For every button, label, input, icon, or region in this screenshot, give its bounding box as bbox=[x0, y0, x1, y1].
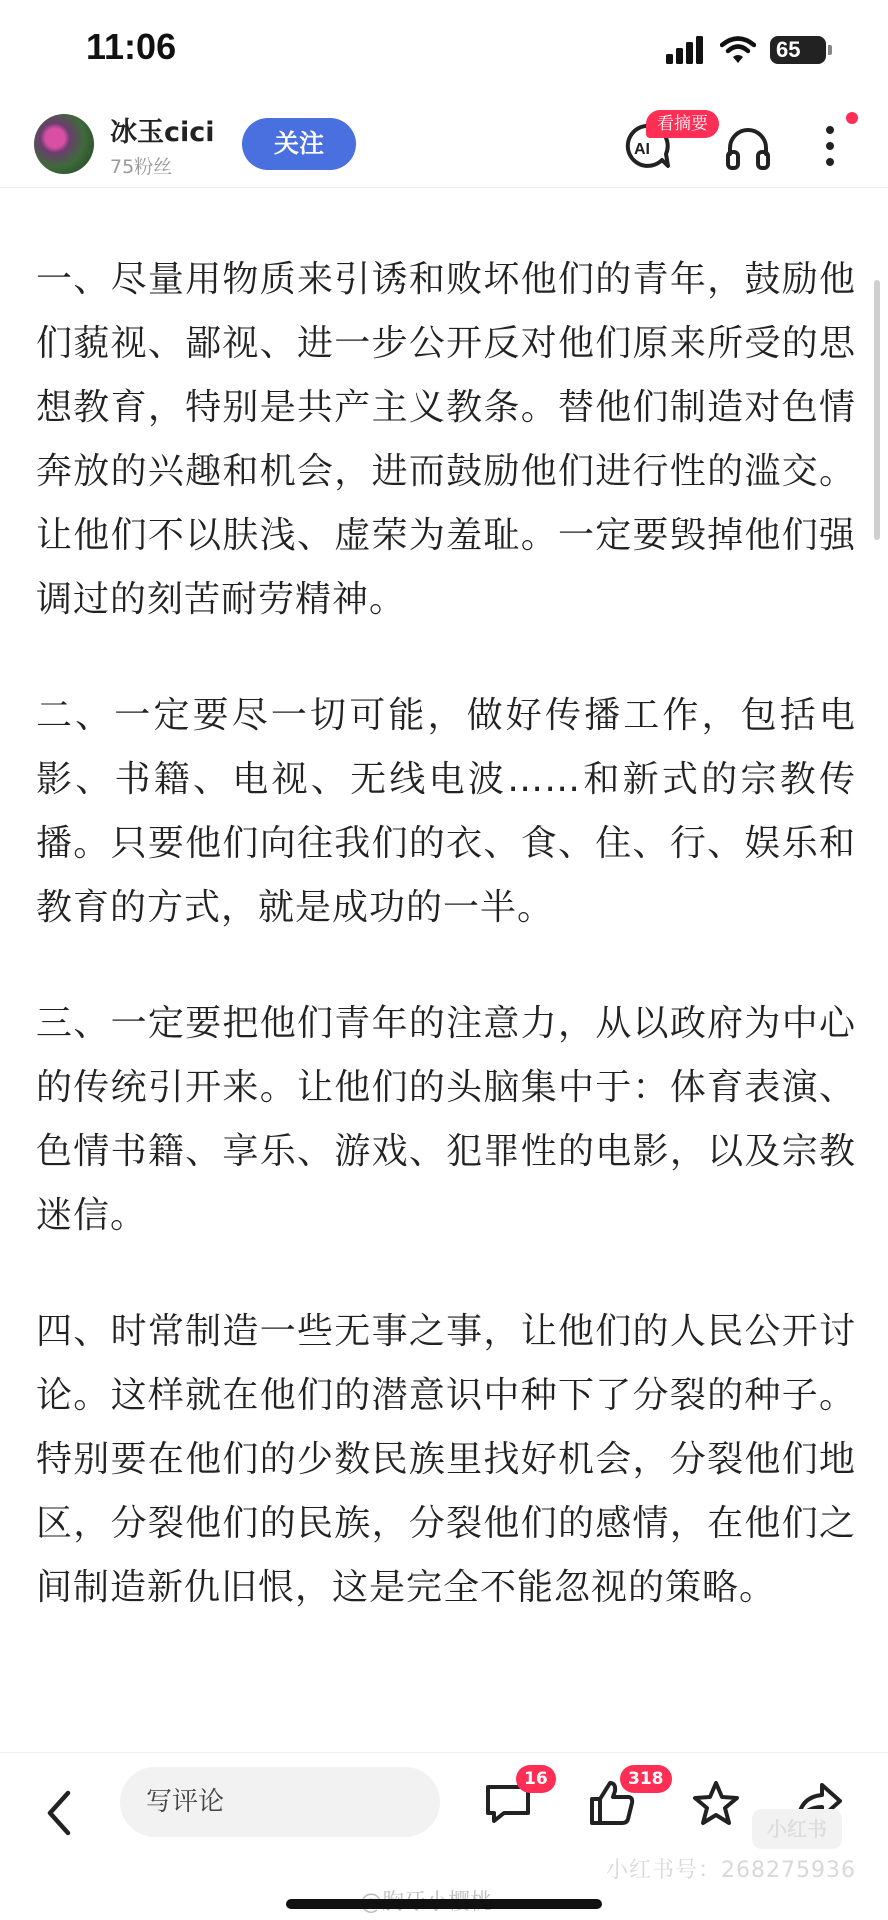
star-icon bbox=[688, 1775, 744, 1831]
svg-text:AI: AI bbox=[634, 141, 650, 158]
comment-count-badge: 16 bbox=[516, 1765, 556, 1793]
summary-badge[interactable]: 看摘要 bbox=[646, 110, 719, 138]
status-icons bbox=[666, 34, 826, 66]
article-paragraph: 二、一定要尽一切可能，做好传播工作，包括电影、书籍、电视、无线电波……和新式的宗教传播。只要他们向往我们的衣、食、住、行、娱乐和教育的方式，就是成功的一半。 bbox=[36, 695, 856, 928]
listen-button[interactable] bbox=[720, 120, 776, 176]
watermark-logo: 小红书 bbox=[752, 1809, 842, 1849]
author-name[interactable]: 冰玉cici bbox=[110, 117, 215, 148]
like-count-badge: 318 bbox=[620, 1765, 672, 1793]
back-icon bbox=[40, 1783, 80, 1843]
status-bar bbox=[0, 0, 888, 100]
watermark-text: 小红书号：268275936 bbox=[606, 1858, 856, 1883]
more-icon bbox=[812, 118, 848, 174]
headphone-icon bbox=[720, 120, 776, 176]
article-paragraph: 四、时常制造一些无事之事，让他们的人民公开讨论。这样就在他们的潜意识中种下了分裂的种子。特别要在他们的少数民族里找好机会，分裂他们地区，分裂他们的民族，分裂他们的感情，在他们之间制造新仇旧恨，这是完全不能忽视的策略。 bbox=[36, 1311, 856, 1608]
avatar[interactable] bbox=[34, 114, 94, 174]
notification-dot bbox=[846, 112, 858, 124]
article-paragraph: 一、尽量用物质来引诱和败坏他们的青年，鼓励他们藐视、鄙视、进一步公开反对他们原来所受的思想教育，特别是共产主义教条。替他们制造对色情奔放的兴趣和机会，进而鼓励他们进行性的滥交。让他们不以肤浅、虚荣为羞耻。一定要毁掉他们强调过的刻苦耐劳精神。 bbox=[36, 259, 856, 620]
article-body bbox=[36, 248, 856, 1672]
status-time: 11:06 bbox=[86, 26, 177, 67]
back-button[interactable] bbox=[40, 1783, 80, 1843]
battery-icon: 65 bbox=[770, 36, 826, 64]
collect-button[interactable] bbox=[688, 1775, 744, 1831]
more-button[interactable] bbox=[812, 118, 848, 174]
author-fans-count: 75粉丝 bbox=[110, 156, 173, 178]
comment-input[interactable]: 写评论 bbox=[120, 1767, 440, 1837]
bottom-action-bar bbox=[0, 1752, 888, 1920]
home-indicator[interactable] bbox=[286, 1899, 602, 1909]
scrollbar[interactable] bbox=[874, 280, 880, 540]
post-header bbox=[0, 100, 888, 188]
wifi-icon bbox=[720, 36, 756, 64]
signal-icon bbox=[666, 36, 706, 64]
follow-button[interactable]: 关注 bbox=[242, 118, 356, 170]
article-paragraph: 三、一定要把他们青年的注意力，从以政府为中心的传统引开来。让他们的头脑集中于：体育表演、色情书籍、享乐、游戏、犯罪性的电影，以及宗教迷信。 bbox=[36, 1003, 856, 1236]
